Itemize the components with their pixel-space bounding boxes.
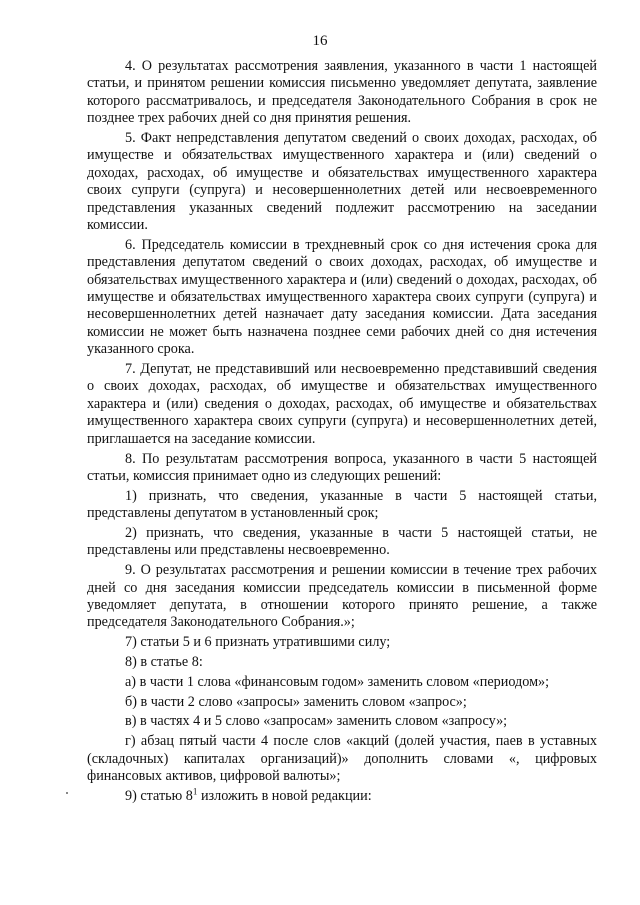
amendment-item-9-tail: изложить в новой редакции: [197, 787, 372, 804]
paragraph-part-7: 7. Депутат, не представивший или несвоевременно представивший сведения о своих доходах, расходах, об имуществе и обязательствах имущественного характера и (или) сведения о доходах, расходах, об имуществе и обязательствах имущественного характера своих супруги (супруга) и несовершеннолетних детей, приглашается на заседание комиссии. [87, 361, 597, 447]
article-superscript: 1 [192, 785, 198, 796]
paragraph-part-9: 9. О результатах рассмотрения и решении комиссии в течение трех рабочих дней со дня заседания комиссии председатель комиссии в письменной форме уведомляет депутата, в отношении которого принято решение, а также председателя Законодательного Собрания.»; [87, 562, 597, 631]
paragraph-part-5: 5. Факт непредставления депутатом сведений о своих доходах, расходах, об имуществе и обязательствах имущественного характера и (или) сведений о доходах, расходах, об имуществе и обязательствах имущественного характера своих супруги (супруга) и несовершеннолетних детей или несвоевременного представления указанных сведений подлежит рассмотрению на заседании комиссии. [87, 130, 597, 234]
page-number: 16 [312, 33, 328, 49]
amendment-item-9-text: 9) статью 8 [125, 787, 193, 804]
amendment-item-7: 7) статьи 5 и 6 признать утратившими силу; [125, 634, 391, 651]
amendment-item-9 [87, 785, 597, 805]
scan-speck [66, 792, 68, 794]
paragraph-part-6: 6. Председатель комиссии в трехдневный срок со дня истечения срока для представления депутатом сведений о своих доходах, расходах, об имуществе и обязательствах имущественного характера и (или) сведений о доходах, расходах, об имуществе и обязательствах имущественного характера своих супруги (супруга) и несовершеннолетних детей назначает дату заседания комиссии. Дата заседания комиссии не может быть назначена позднее семи рабочих дней со дня истечения указанного срока. [87, 236, 597, 358]
amendment-item-8: 8) в статье 8: [125, 653, 203, 670]
amendment-subitem-b: б) в части 2 слово «запросы» заменить словом «запрос»; [125, 693, 467, 710]
document-body [87, 58, 597, 808]
amendment-subitem-g: г) абзац пятый части 4 после слов «акций (долей участия, паев в уставных (складочных) капиталах организаций)» дополнить словами «, цифровых финансовых активов, цифровой валюты»; [87, 733, 597, 784]
list-item-decision-2: 2) признать, что сведения, указанные в части 5 настоящей статьи, не представлены или представлены несвоевременно. [87, 524, 597, 559]
list-item-decision-1: 1) признать, что сведения, указанные в части 5 настоящей статьи, представлены депутатом в установленный срок; [87, 487, 597, 522]
paragraph-part-8: 8. По результатам рассмотрения вопроса, указанного в части 5 настоящей статьи, комиссия принимает одно из следующих решений: [87, 450, 597, 484]
paragraph-part-4: 4. О результатах рассмотрения заявления, указанного в части 1 настоящей статьи, и принятом решении комиссия письменно уведомляет депутата, заявление которого рассматривалось, и председателя Законодательного Собрания в срок не позднее трех рабочих дней со дня принятия решения. [87, 58, 597, 127]
amendment-subitem-v: в) в частях 4 и 5 слово «запросам» заменить словом «запросу»; [125, 713, 508, 730]
amendment-subitem-a: а) в части 1 слова «финансовым годом» заменить словом «периодом»; [125, 673, 550, 690]
